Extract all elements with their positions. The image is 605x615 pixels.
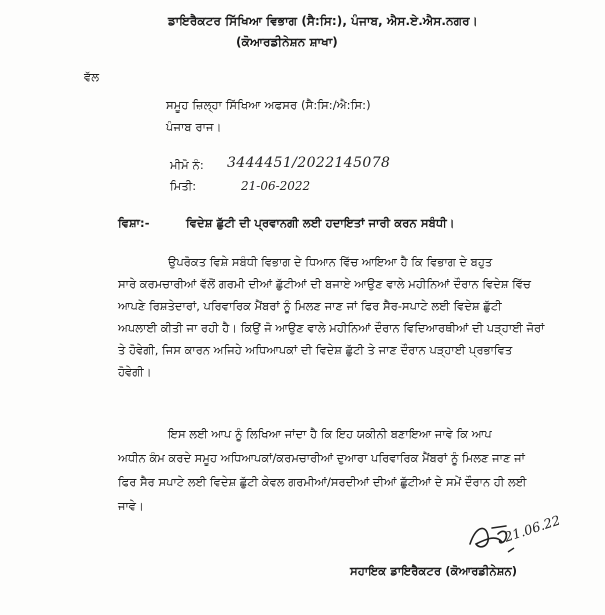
signatory-designation: ਸਹਾਇਕ ਡਾਇਰੈਕਟਰ (ਕੋਆਰਡੀਨੇਸ਼ਨ) bbox=[350, 564, 518, 578]
addressee-line-2: ਪੰਜਾਬ ਰਾਜ। bbox=[166, 120, 222, 134]
memo-number: 3444451/2022145078 bbox=[227, 155, 391, 171]
paragraph-line: ਅਧੀਨ ਕੰਮ ਕਰਦੇ ਸਮੂਹ ਅਧਿਆਪਕਾਂ/ਕਰਮਚਾਰੀਆਂ ਦੁਆਰਾ ਪਰਿਵਾਰਿਕ ਮੈਂਬਰਾਂ ਨੂੰ ਮਿਲਣ ਜਾਣ ਜਾਂ bbox=[118, 451, 525, 465]
paragraph-line: ਅਪਲਾਈ ਕੀਤੀ ਜਾ ਰਹੀ ਹੈ। ਕਿਉਂ ਜੋ ਆਉਣ ਵਾਲੇ ਮਹੀਨਿਆਂ ਦੌਰਾਨ ਵਿਦਿਆਰਥੀਆਂ ਦੀ ਪੜ੍ਹਾਈ ਜੋਰਾਂ bbox=[118, 321, 545, 335]
body-paragraph-2 bbox=[118, 427, 563, 527]
paragraph-line: ਉਪਰੋਕਤ ਵਿਸ਼ੇ ਸਬੰਧੀ ਵਿਭਾਗ ਦੇ ਧਿਆਨ ਵਿੱਚ ਆਇਆ ਹੈ ਕਿ ਵਿਭਾਗ ਦੇ ਬਹੁਤ bbox=[168, 255, 493, 269]
paragraph-line: ਹੋਵੇਗੀ। bbox=[118, 365, 152, 379]
body-paragraph-1 bbox=[118, 255, 563, 415]
paragraph-line: ਸਾਰੇ ਕਰਮਚਾਰੀਆਂ ਵੱਲੋਂ ਗਰਮੀ ਦੀਆਂ ਛੁੱਟੀਆਂ ਦੀ ਬਜਾਏ ਆਉਣ ਵਾਲੇ ਮਹੀਨਿਆਂ ਦੌਰਾਨ ਵਿਦੇਸ਼ ਵਿੱਚ bbox=[118, 277, 531, 291]
signature-date: 21.06.22 bbox=[502, 513, 563, 546]
memo-date: 21-06-2022 bbox=[241, 179, 311, 193]
to-label: ਵੱਲ bbox=[84, 70, 100, 84]
paragraph-line: ਤੇ ਹੋਵੇਗੀ, ਜਿਸ ਕਾਰਨ ਅਜਿਹੇ ਅਧਿਆਪਕਾਂ ਦੀ ਵਿਦੇਸ਼ ਛੁੱਟੀ ਤੇ ਜਾਣ ਦੌਰਾਨ ਪੜ੍ਹਾਈ ਪ੍ਰਭਾਵਿਤ bbox=[118, 343, 513, 357]
office-header: ਡਾਇਰੈਕਟਰ ਸਿੱਖਿਆ ਵਿਭਾਗ (ਸੈ:ਸਿ:), ਪੰਜਾਬ, ਐਸ.ਏ.ਐਸ.ਨਗਰ। bbox=[168, 14, 478, 28]
paragraph-line: ਜਾਵੇ। bbox=[118, 499, 144, 513]
memo-label: ਮੀਮੋ ਨੰ: bbox=[170, 158, 204, 172]
date-label: ਮਿਤੀ: bbox=[170, 179, 197, 193]
subject-text: ਵਿਦੇਸ਼ ਛੁੱਟੀ ਦੀ ਪ੍ਰਵਾਨਗੀ ਲਈ ਹਦਾਇਤਾਂ ਜਾਰੀ ਕਰਨ ਸਬੰਧੀ। bbox=[186, 216, 455, 230]
office-branch: (ਕੋਆਰਡੀਨੇਸ਼ਨ ਸ਼ਾਖਾ) bbox=[236, 35, 338, 49]
paragraph-line: ਇਸ ਲਈ ਆਪ ਨੂੰ ਲਿਖਿਆ ਜਾਂਦਾ ਹੈ ਕਿ ਇਹ ਯਕੀਨੀ ਬਣਾਇਆ ਜਾਵੇ ਕਿ ਆਪ bbox=[168, 427, 492, 441]
addressee-line-1: ਸਮੂਹ ਜ਼ਿਲ੍ਹਾ ਸਿੱਖਿਆ ਅਫਸਰ (ਸੈ:ਸਿ:/ਐ:ਸਿ:) bbox=[166, 98, 371, 112]
subject-label: ਵਿਸ਼ਾ:- bbox=[118, 216, 150, 230]
paragraph-line: ਫਿਰ ਸੈਰ ਸਪਾਟੇ ਲਈ ਵਿਦੇਸ਼ ਛੁੱਟੀ ਕੇਵਲ ਗਰਮੀਆਂ/ਸਰਦੀਆਂ ਦੀਆਂ ਛੁੱਟੀਆਂ ਦੇ ਸਮੇਂ ਦੌਰਾਨ ਹੀ ਲਈ bbox=[118, 475, 527, 489]
paragraph-line: ਆਪਣੇ ਰਿਸ਼ਤੇਦਾਰਾਂ, ਪਰਿਵਾਰਿਕ ਮੈਂਬਰਾਂ ਨੂੰ ਮਿਲਣ ਜਾਣ ਜਾਂ ਫਿਰ ਸੈਰ-ਸਪਾਟੇ ਲਈ ਵਿਦੇਸ਼ ਛੁੱਟੀ bbox=[118, 299, 502, 313]
